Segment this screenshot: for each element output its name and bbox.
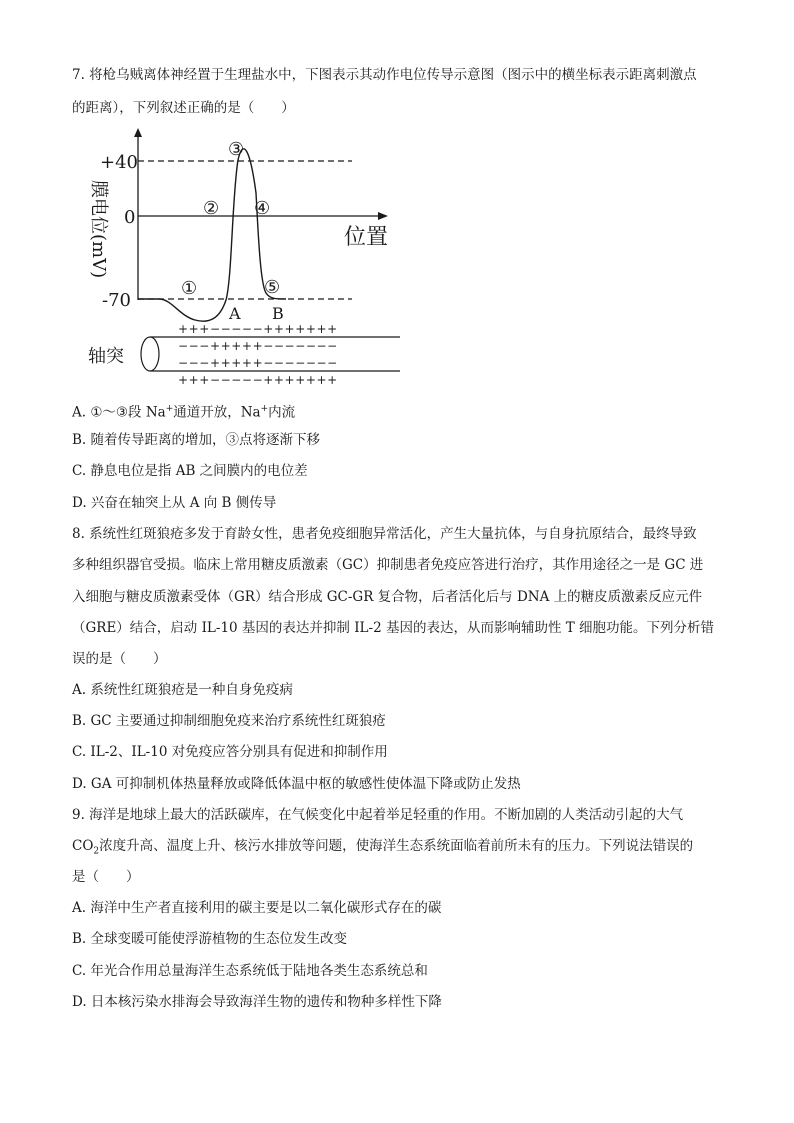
q7-option-c: C. 静息电位是指 AB 之间膜内的电位差: [72, 463, 308, 479]
q9-option-c: C. 年光合作用总量海洋生态系统低于陆地各类生态系统总和: [72, 963, 428, 979]
q7-option-a-mid: 通道开放，Na: [173, 404, 261, 421]
q9-stem-line-1: 9. 海洋是地球上最大的活跃碳库，在气候变化中起着举足轻重的作用。不断加剧的人类活动引起的大气: [72, 807, 684, 823]
q8-stem-line-1: 8. 系统性红斑狼疮多发于育龄女性，患者免疫细胞异常活化，产生大量抗体，与自身抗原结合，最终导致: [72, 526, 697, 542]
q7-option-d: D. 兴奋在轴突上从 A 向 B 侧传导: [72, 495, 277, 511]
q8-option-b: B. GC 主要通过抑制细胞免疫来治疗系统性红斑狼疮: [72, 713, 386, 729]
q7-option-a-sup-2: +: [260, 404, 269, 414]
q7-option-b: B. 随着传导距离的增加，③点将逐渐下移: [72, 432, 321, 448]
x-axis-label: 位置: [344, 225, 389, 250]
q8-option-a: A. 系统性红斑狼疮是一种自身免疫病: [72, 682, 293, 698]
q9-stem-line-2: [72, 837, 693, 861]
q9-option-d: D. 日本核污染水排海会导致海洋生物的遗传和物种多样性下降: [72, 994, 442, 1010]
charge-row-3: −−−+++++−−−−−−−: [178, 356, 338, 370]
q7-option-a-pre: A. ①～③段 Na: [72, 404, 166, 421]
tick-minus70: -70: [102, 290, 131, 311]
q9-co2-sub: 2: [93, 846, 100, 857]
x-axis-arrow: [378, 212, 388, 220]
tick-zero: 0: [124, 207, 136, 228]
charge-row-2: −−−+++++−−−−−−−: [178, 339, 338, 353]
q9-co2-pre: CO: [72, 838, 94, 854]
action-potential-figure: [80, 128, 400, 390]
marker-5: ⑤: [264, 277, 281, 298]
marker-2: ②: [203, 198, 220, 219]
axon-end: [141, 337, 159, 371]
point-a: A: [229, 304, 241, 323]
q8-stem-line-3: 入细胞与糖皮质激素受体（GR）结合形成 GC-GR 复合物，后者活化后与 DNA 上的糖皮质激素反应元件: [72, 589, 703, 605]
marker-3: ③: [228, 139, 245, 160]
q7-option-a-post: 内流: [268, 404, 296, 421]
marker-4: ④: [254, 198, 271, 219]
q9-stem-line-2-post: 浓度升高、温度上升、核污水排放等问题，使海洋生态系统面临着前所未有的压力。下列说法错误的: [99, 838, 694, 854]
q9-option-a: A. 海洋中生产者直接利用的碳主要是以二氧化碳形式存在的碳: [72, 900, 442, 916]
charge-row-1: +++−−−−−+++++++: [178, 322, 338, 336]
q7-option-a-sup-1: +: [165, 404, 174, 414]
q8-option-c: C. IL-2、IL-10 对免疫应答分别具有促进和抑制作用: [72, 744, 388, 760]
q8-stem-line-4: （GRE）结合，启动 IL-10 基因的表达并抑制 IL-2 基因的表达，从而影响辅助性 T 细胞功能。下列分析错: [72, 620, 715, 636]
q8-option-d: D. GA 可抑制机体热量释放或降低体温中枢的敏感性使体温下降或防止发热: [72, 776, 521, 792]
point-b: B: [272, 304, 284, 323]
q9-stem-line-3: 是（ ）: [72, 869, 140, 885]
axon-label: 轴突: [88, 346, 124, 367]
charge-row-4: +++−−−−−+++++++: [178, 373, 338, 387]
marker-1: ①: [181, 278, 198, 299]
q8-stem-line-5: 误的是（ ）: [72, 651, 167, 667]
q9-option-b: B. 全球变暖可能使浮游植物的生态位发生改变: [72, 931, 348, 947]
q8-stem-line-2: 多种组织器官受损。临床上常用糖皮质激素（GC）抑制患者免疫应答进行治疗，其作用途径之一是 GC 进: [72, 557, 704, 573]
q7-option-a: [72, 400, 295, 422]
y-axis-label: 膜电位(mV): [88, 180, 109, 279]
q7-stem-line-2: 的距离），下列叙述正确的是（ ）: [72, 100, 295, 116]
q7-stem-line-1: 7. 将枪乌贼离体神经置于生理盐水中，下图表示其动作电位传导示意图（图示中的横坐标表示距离刺激点: [72, 67, 697, 83]
y-axis-arrow: [134, 128, 142, 137]
tick-plus40: +40: [100, 152, 138, 173]
